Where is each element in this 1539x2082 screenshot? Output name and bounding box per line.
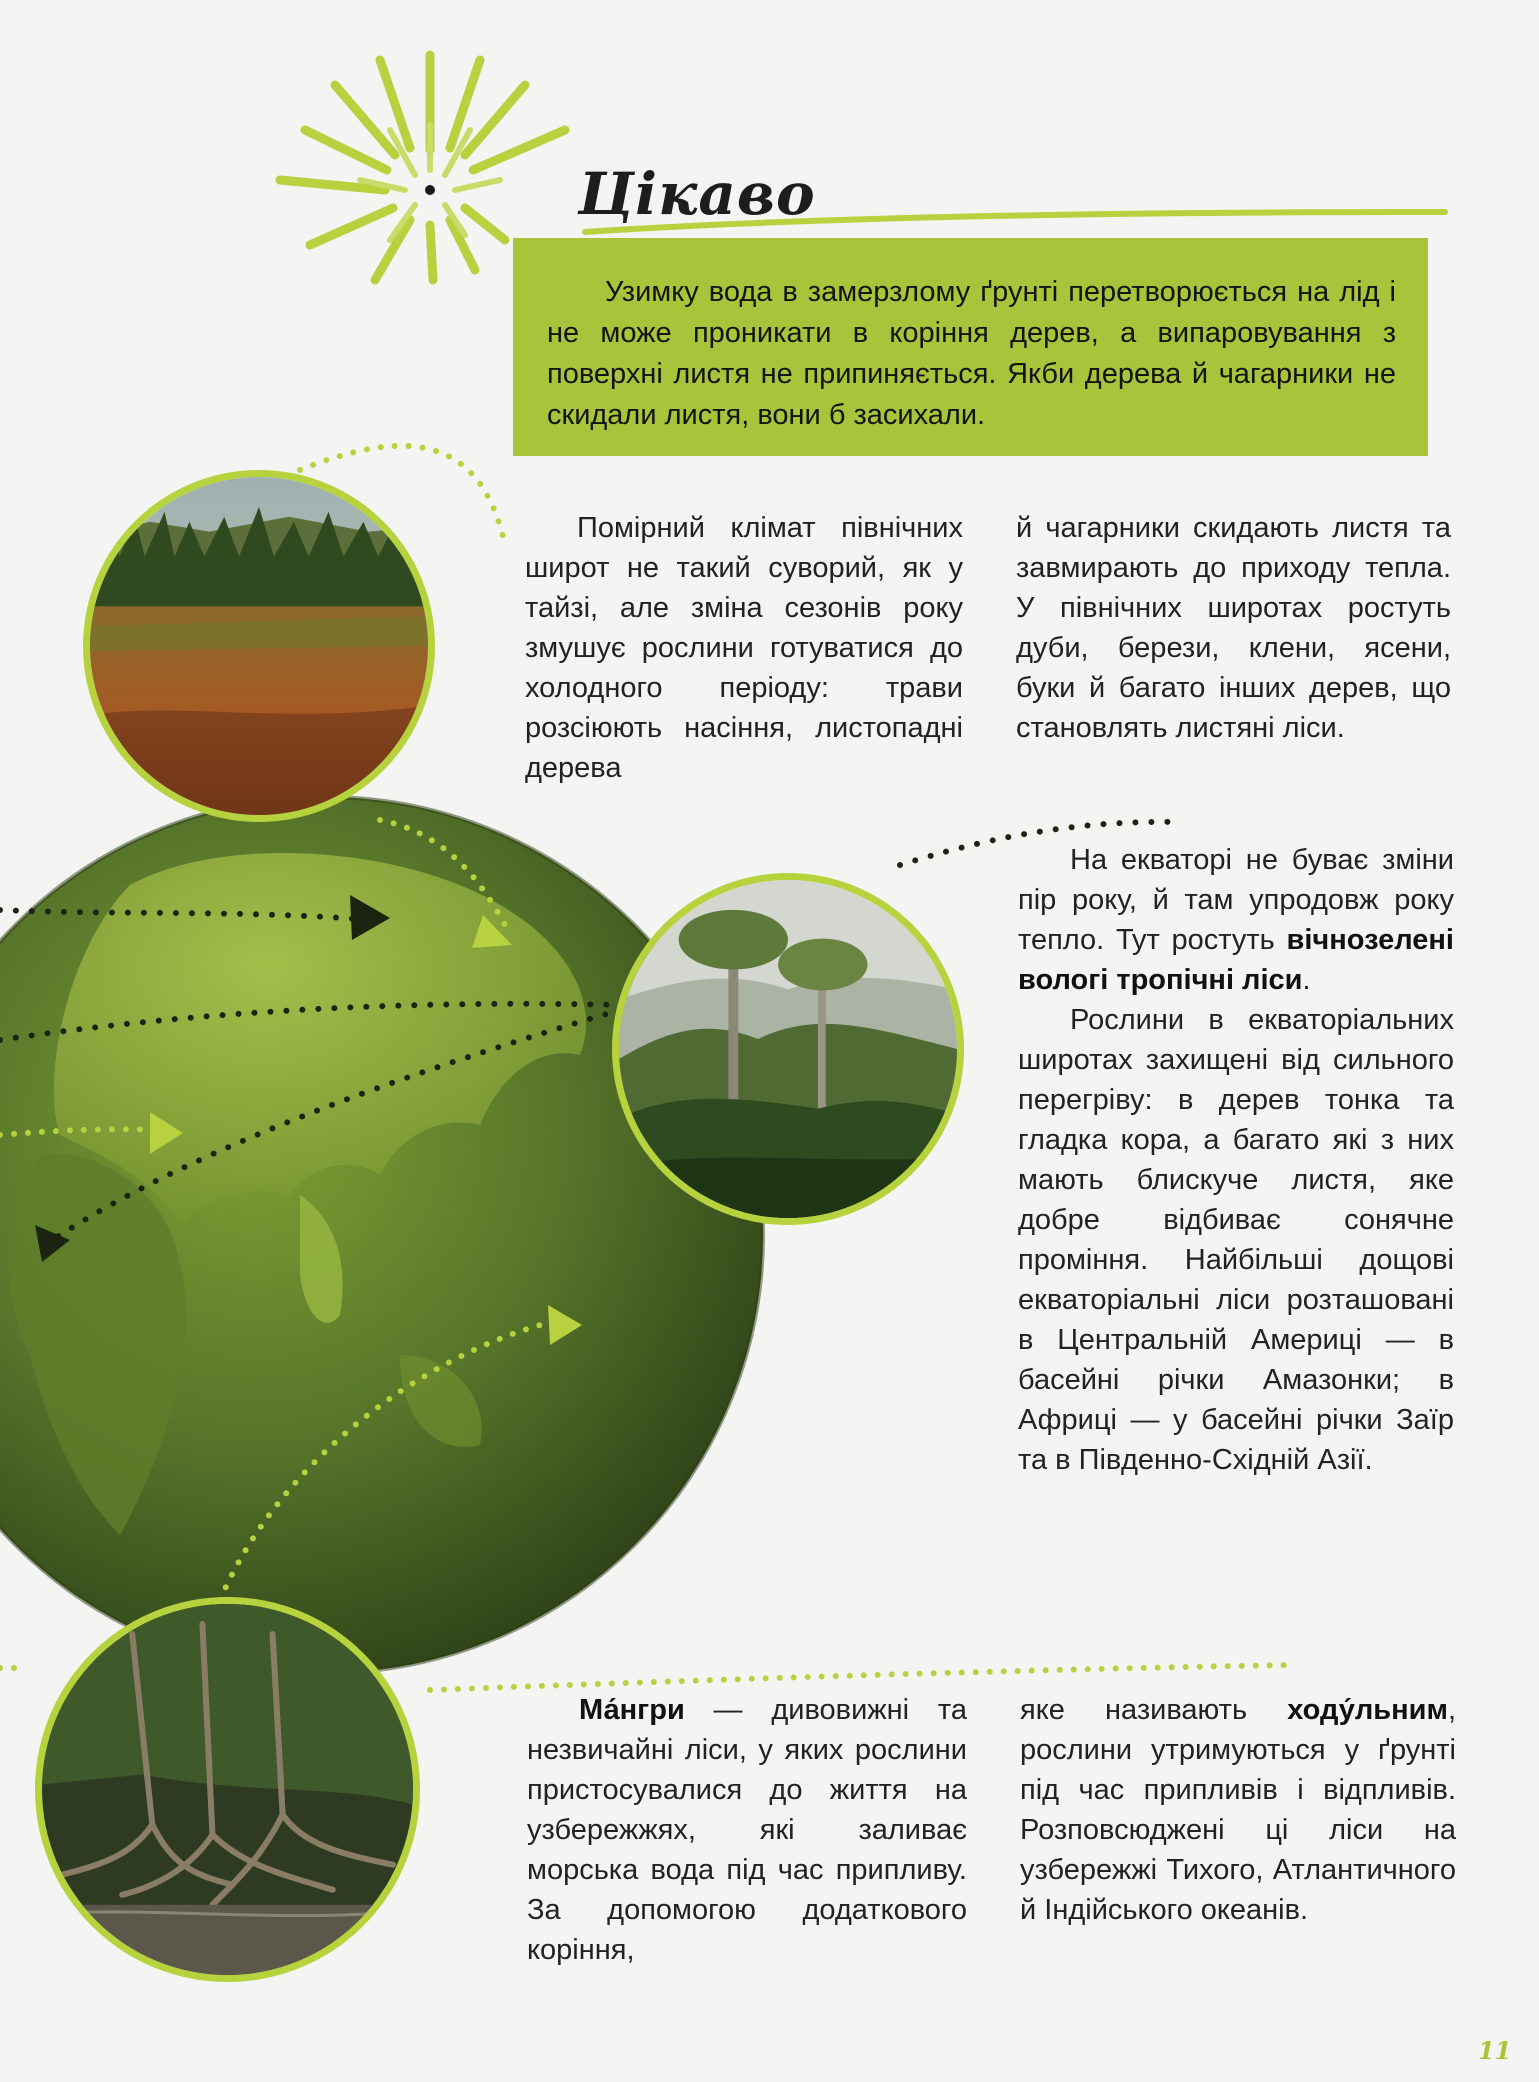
mangrove-text-col2	[1020, 1690, 1456, 1930]
temperate-text-col2	[1016, 508, 1451, 748]
equator-text	[1018, 840, 1454, 1480]
temperate-text-col1	[525, 508, 963, 788]
stilt-roots-term: ходу́льним	[1287, 1694, 1448, 1726]
temperate-paragraph-2: й чагарники скидають листя та завмирають до приходу тепла. У північних широтах ростуть дуби, берези, клени, ясени, буки й багато інших дерев, що становлять листяні ліси.	[1016, 512, 1451, 744]
evergreen-forest-term: вічнозелені вологі тропічні ліси	[1018, 924, 1454, 996]
callout-heading: Цікаво	[578, 160, 816, 228]
equator-paragraph-1: На екваторі не буває зміни пір року, й там упродовж року тепло. Тут ростуть вічнозелені вологі тропічні ліси.	[1018, 844, 1454, 996]
callout-text: Узимку вода в замерзлому ґрунті перетворюється на лід і не може проникати в коріння дерев, а випаровування з поверхні листя не припиняється. Якби дерева й чагарники не скидали листя, вони б засихали.	[547, 276, 1396, 431]
mangrove-paragraph-1: Ма́нгри — дивовижні та незвичайні ліси, у яких рослини пристосувалися до життя на узбережжях, які заливає морська вода під час припливу. За допомогою додаткового коріння,	[527, 1694, 967, 1966]
equator-paragraph-2: Рослини в екваторіальних широтах захищені від сильного перегріву: в дерев тонка та гладка кора, а багато які з них мають блискуче листя, яке добре відбиває сонячне проміння. Найбільші дощові екваторіальні ліси розташовані в Центральній Америці — в басейні річки Амазонки; в Африці — у басейні річки Заїр та в Південно-Східній Азії.	[1018, 1004, 1454, 1476]
temperate-paragraph-1: Помірний клімат північних широт не такий суворий, як у тайзі, але зміна сезонів року змушує рослини готуватися до холодного періоду: трави розсіюють насіння, листопадні дерева	[525, 512, 963, 784]
mangrove-paragraph-2: яке називають ходу́льним, рослини утримуються у ґрунті під час припливів і відпливів. Розповсюджені ці ліси на узбережжі Тихого, Атлантичного й Індійського океанів.	[1020, 1694, 1456, 1926]
mangrove-term: Ма́нгри	[579, 1694, 685, 1726]
page-number: 11	[1478, 2036, 1512, 2065]
mangrove-text-col1	[527, 1690, 967, 1970]
